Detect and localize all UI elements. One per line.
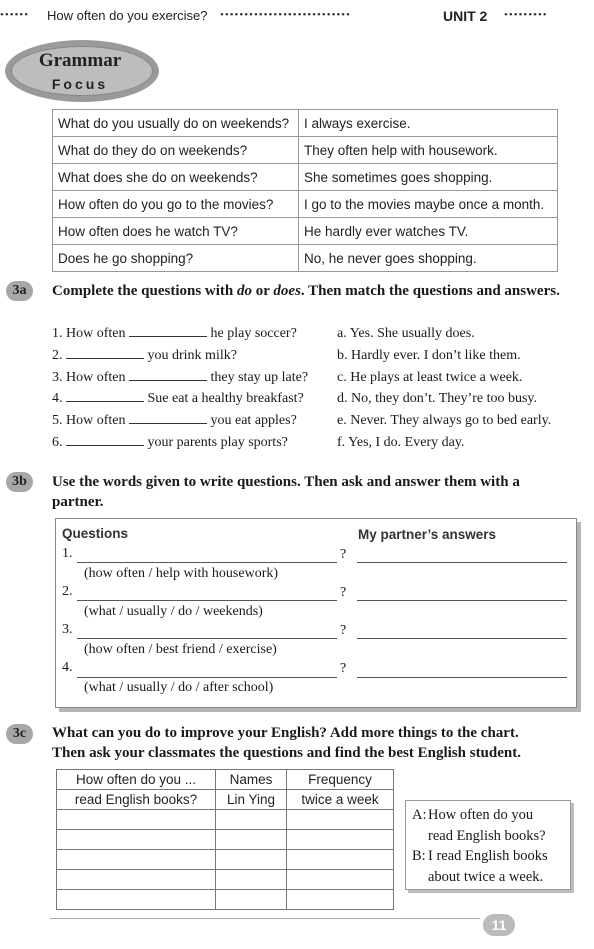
question-text: they stay up late?	[207, 370, 309, 385]
question-text: 2.	[52, 348, 66, 363]
questions-header: Questions	[62, 526, 129, 541]
table-row	[57, 890, 394, 910]
header-frequency: Frequency	[287, 770, 394, 790]
activity-cell[interactable]	[57, 830, 216, 850]
dialog-b-line2: about twice a week.	[428, 869, 544, 885]
instr-text: Complete the questions with	[52, 283, 238, 299]
grammar-answer: They often help with housework.	[299, 137, 558, 164]
item-3b-hint: (what / usually / do / weekends)	[84, 604, 263, 619]
exercise-3a-instructions	[52, 281, 562, 301]
table-row	[53, 164, 558, 191]
question-mark: ?	[340, 661, 347, 676]
partner-answer-line[interactable]	[357, 638, 567, 639]
item-3b-num: 4.	[62, 660, 73, 675]
chart-header-row	[57, 770, 394, 790]
frequency-cell[interactable]	[287, 810, 394, 830]
instr-do: do	[237, 283, 253, 299]
header-dots-mid: •••••••••••••••••••••••••••	[220, 9, 351, 21]
question-text: you drink milk?	[144, 348, 237, 363]
item-3b-num: 1.	[62, 546, 73, 561]
instr-does: does	[273, 283, 301, 299]
instr-text: . Then match the questions and answers.	[300, 283, 560, 299]
grammar-answer: I always exercise.	[299, 110, 558, 137]
question-mark: ?	[340, 623, 347, 638]
header-dots-left: ••••••	[0, 9, 30, 21]
answer-3a-c: c. He plays at least twice a week.	[337, 370, 523, 385]
item-3b-hint: (what / usually / do / after school)	[84, 680, 274, 695]
name-cell[interactable]	[216, 850, 287, 870]
grammar-answer: He hardly ever watches TV.	[299, 218, 558, 245]
answer-3a-f: f. Yes, I do. Every day.	[337, 435, 465, 450]
question-3a-6	[52, 435, 288, 451]
question-3a-2	[52, 348, 237, 364]
badge-title-grammar: Grammar	[38, 50, 122, 71]
dialog-label-b: B:	[412, 848, 426, 864]
table-row	[57, 850, 394, 870]
answer-blank[interactable]	[129, 336, 207, 337]
question-3a-1	[52, 326, 297, 342]
grammar-question: How often do you go to the movies?	[53, 191, 299, 218]
question-text: you eat apples?	[207, 413, 297, 428]
unit-label: UNIT 2	[443, 8, 488, 24]
grammar-focus-table	[52, 109, 558, 272]
badge-title-focus: Focus	[51, 76, 109, 92]
frequency-cell[interactable]	[287, 870, 394, 890]
grammar-question: What does she do on weekends?	[53, 164, 299, 191]
exercise-3a-marker: 3a	[6, 281, 33, 301]
exercise-3c-instructions-line1: What can you do to improve your English? Add more things to the chart.	[52, 725, 519, 741]
partner-answer-line[interactable]	[357, 677, 567, 678]
page-number: 11	[483, 914, 515, 936]
activity-cell[interactable]	[57, 850, 216, 870]
frequency-cell: twice a week	[287, 790, 394, 810]
question-write-line[interactable]	[77, 677, 337, 678]
exercise-3b-marker: 3b	[6, 472, 33, 492]
question-text: 5. How often	[52, 413, 129, 428]
example-dialog-box	[405, 800, 571, 890]
question-text: 4.	[52, 391, 66, 406]
dialog-a-line2: read English books?	[428, 828, 546, 844]
activity-cell[interactable]	[57, 890, 216, 910]
grammar-question: How often does he watch TV?	[53, 218, 299, 245]
name-cell[interactable]	[216, 870, 287, 890]
grammar-question: What do you usually do on weekends?	[53, 110, 299, 137]
question-write-line[interactable]	[77, 638, 337, 639]
exercise-3c-marker: 3c	[6, 724, 33, 744]
frequency-cell[interactable]	[287, 830, 394, 850]
question-text: he play soccer?	[207, 326, 297, 341]
table-row	[53, 245, 558, 272]
question-mark: ?	[340, 547, 347, 562]
table-row	[57, 810, 394, 830]
header-how-often: How often do you ...	[57, 770, 216, 790]
question-text: 1. How often	[52, 326, 129, 341]
header-title: How often do you exercise?	[47, 8, 208, 23]
answer-3a-e: e. Never. They always go to bed early.	[337, 413, 552, 428]
answer-blank[interactable]	[66, 445, 144, 446]
dialog-b-line1: I read English books	[428, 848, 548, 864]
table-row	[57, 870, 394, 890]
question-write-line[interactable]	[77, 562, 337, 563]
header-dots-right: •••••••••	[504, 9, 548, 21]
question-3a-4	[52, 391, 304, 407]
name-cell[interactable]	[216, 810, 287, 830]
item-3b-num: 2.	[62, 584, 73, 599]
partner-answer-line[interactable]	[357, 562, 567, 563]
footer-rule	[50, 918, 480, 919]
table-row	[53, 191, 558, 218]
answer-3a-a: a. Yes. She usually does.	[337, 326, 475, 341]
item-3b-hint: (how often / help with housework)	[84, 566, 279, 581]
answer-3a-b: b. Hardly ever. I don’t like them.	[337, 348, 521, 363]
table-row	[57, 830, 394, 850]
name-cell[interactable]	[216, 830, 287, 850]
question-text: 6.	[52, 435, 66, 450]
grammar-answer: She sometimes goes shopping.	[299, 164, 558, 191]
answer-blank[interactable]	[129, 423, 207, 424]
table-row	[53, 218, 558, 245]
question-3a-5	[52, 413, 297, 429]
grammar-answer: No, he never goes shopping.	[299, 245, 558, 272]
activity-cell[interactable]	[57, 870, 216, 890]
answer-3a-d: d. No, they don’t. They’re too busy.	[337, 391, 537, 406]
header-names: Names	[216, 770, 287, 790]
item-3b-hint: (how often / best friend / exercise)	[84, 642, 277, 657]
instr-text: or	[252, 283, 274, 299]
table-row	[57, 790, 394, 810]
question-mark: ?	[340, 585, 347, 600]
question-text: 3. How often	[52, 370, 129, 385]
name-cell[interactable]	[216, 890, 287, 910]
grammar-question: What do they do on weekends?	[53, 137, 299, 164]
name-cell: Lin Ying	[216, 790, 287, 810]
question-3a-3	[52, 370, 308, 386]
exercise-3c-instructions-line2: Then ask your classmates the questions and find the best English student.	[52, 745, 521, 761]
exercise-3b-instructions: Use the words given to write questions. Then ask and answer them with a partner.	[52, 474, 520, 510]
answer-blank[interactable]	[66, 358, 144, 359]
table-row	[53, 137, 558, 164]
answer-blank[interactable]	[66, 401, 144, 402]
partner-answers-header: My partner’s answers	[358, 527, 497, 542]
dialog-a-line1: How often do you	[428, 807, 534, 823]
grammar-question: Does he go shopping?	[53, 245, 299, 272]
answer-blank[interactable]	[129, 380, 207, 381]
question-write-line[interactable]	[77, 600, 337, 601]
question-text: Sue eat a healthy breakfast?	[144, 391, 304, 406]
frequency-cell[interactable]	[287, 850, 394, 870]
item-3b-num: 3.	[62, 622, 73, 637]
improve-english-chart	[56, 769, 394, 910]
partner-answer-line[interactable]	[357, 600, 567, 601]
dialog-label-a: A:	[412, 807, 427, 823]
table-row	[53, 110, 558, 137]
question-text: your parents play sports?	[144, 435, 288, 450]
activity-cell[interactable]	[57, 810, 216, 830]
grammar-answer: I go to the movies maybe once a month.	[299, 191, 558, 218]
activity-cell: read English books?	[57, 790, 216, 810]
frequency-cell[interactable]	[287, 890, 394, 910]
